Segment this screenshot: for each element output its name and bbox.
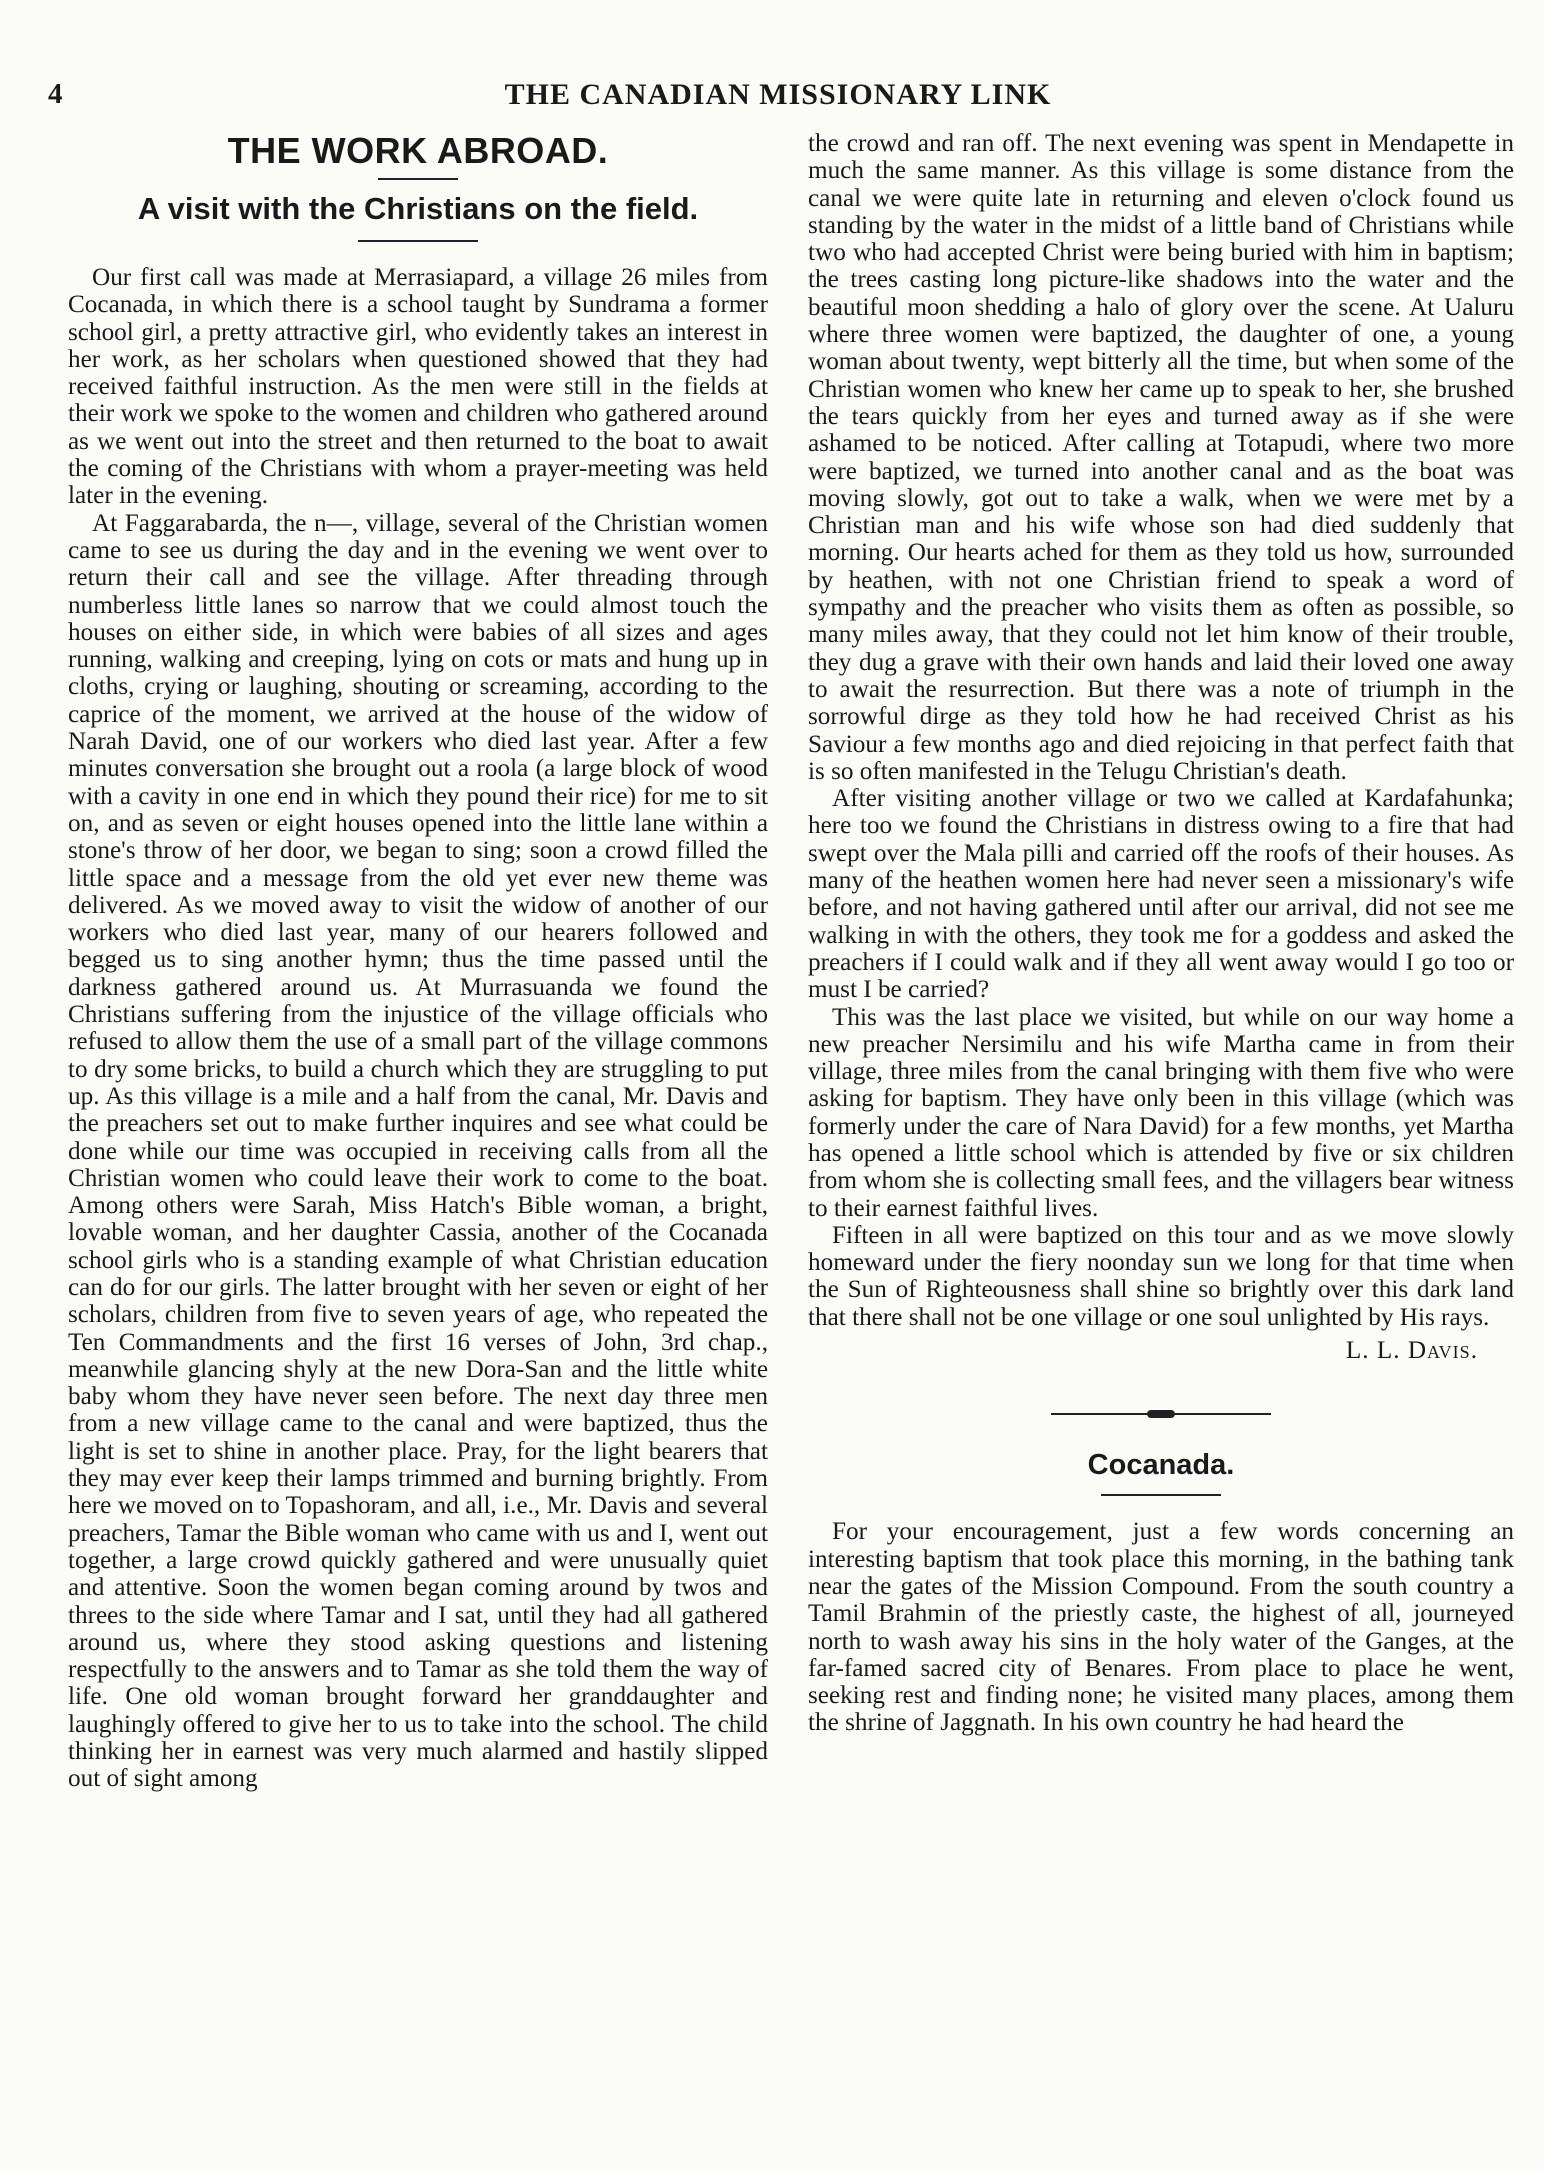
paragraph: This was the last place we visited, but while on our way home a new preacher Nersimilu and his wife Martha came in from their village, three miles from the canal bringing with them five who were asking for baptism. They have only been in this village (which was formerly under the care of Nara David) for a few months, yet Martha has opened a little school which is attended by five or six children from whom she is collecting small fees, and the villagers bear witness to their earnest faithful lives. <box>808 1003 1514 1222</box>
heading-rule <box>378 178 458 180</box>
paragraph: Our first call was made at Merrasiapard, a village 26 miles from Cocanada, in which there is a school taught by Sundrama a former school girl, a pretty attractive girl, who evidently takes an interest in her work, as her scholars when questioned showed that they had received faithful instruction. As the men were still in the fields at their work we spoke to the women and children who gathered around as we went out into the street and then returned to the boat to await the coming of the Christians with whom a prayer-meeting was held later in the evening. <box>68 264 768 510</box>
paragraph: the crowd and ran off. The next evening was spent in Mendapette in much the same manner. As this village is some distance from the canal we were quite late in returning and eleven o'clock found us standing by the water in the midst of a little band of Christians while two who had accepted Christ were being buried with him in baptism; the trees casting long picture-like shadows into the water and the beautiful moon shedding a halo of glory over the scene. At Ualuru where three women were baptized, the daughter of one, a young woman about twenty, wept bitterly all the time, but when some of the Christian women who knew her came up to speak to her, she brushed the tears quickly from her eyes and turned away as if she were ashamed to be noticed. After calling at Totapudi, where two more were baptized, we turned into another canal and as the boat was moving slowly, got out to take a walk, when we were met by a Christian man and his wife whose son had died suddenly that morning. Our hearts ached for them as they told us how, surrounded by heathen, with not one Christian friend to speak a word of sympathy and the preacher who visits them as often as possible, so many miles away, that they could not let him know of their trouble, they dug a grave with their own hands and laid their loved one away to await the resurrection. But there was a note of triumph in the sorrowful dirge as they told how he had received Christ as his Saviour a few months ago and died rejoicing in that perfect faith that is so often manifested in the Telugu Christian's death. <box>808 130 1514 785</box>
right-column <box>808 130 1514 2139</box>
running-head <box>48 78 1508 118</box>
paragraph: After visiting another village or two we called at Kardafahunka; here too we found the Christians in distress owing to a fire that had swept over the Mala pilli and carried off the roofs of their houses. As many of the heathen women here had never seen a missionary's wife before, and not having gathered until after our arrival, did not see me walking in with the others, they took me for a goddess and asked the preachers if I could walk and if they all went away would I go too or must I be carried? <box>808 785 1514 1004</box>
journal-title: THE CANADIAN MISSIONARY LINK <box>504 78 1052 111</box>
page-number: 4 <box>48 78 63 110</box>
subhead-rule <box>1101 1494 1221 1496</box>
ornamental-divider <box>1051 1410 1271 1418</box>
left-column <box>68 130 768 2139</box>
signature: L. L. Davis. <box>1345 1337 1478 1365</box>
cocanada-heading: Cocanada. <box>1087 1449 1235 1482</box>
title-rule <box>358 240 478 242</box>
paragraph: For your encouragement, just a few words concerning an interesting baptism that took place this morning, in the bathing tank near the gates of the Mission Compound. From the south country a Tamil Brahmin of the priestly caste, the highest of all, journeyed north to wash away his sins in the holy water of the Ganges, at the far-famed sacred city of Benares. From place to place he went, seeking rest and finding none; he visited many places, among them the shrine of Jaggnath. In his own country he had heard the <box>808 1518 1514 1737</box>
article-title: A visit with the Christians on the field. <box>137 191 699 226</box>
section-heading: THE WORK ABROAD. <box>227 130 609 171</box>
paragraph: At Faggarabarda, the n—, village, several of the Christian women came to see us during the day and in the evening we went over to return their call and see the village. After threading through numberless little lanes so narrow that we could almost touch the houses on either side, in which were babies of all sizes and ages running, walking and creeping, lying on cots or mats and hung up in cloths, crying or laughing, shouting or screaming, according to the caprice of the moment, we arrived at the house of the widow of Narah David, one of our workers who died last year. After a few minutes conversation she brought out a roola (a large block of wood with a cavity in one end in which they pound their rice) for me to sit on, and as seven or eight houses opened into the little lane within a stone's throw of her door, we began to sing; soon a crowd filled the little space and a message from the old yet ever new theme was delivered. As we moved away to visit the widow of another of our workers who died last year, many of our hearers followed and begged us to sing another hymn; thus the time passed until the darkness gathered around us. At Murrasuanda we found the Christians suffering from the injustice of the village officials who refused to allow them the use of a small part of the village commons to dry some bricks, to build a church which they are struggling to put up. As this village is a mile and a half from the canal, Mr. Davis and the preachers set out to make further inquires and see what could be done while our time was occupied in receiving calls from all the Christian women who could leave their work to come to the boat. Among others were Sarah, Miss Hatch's Bible woman, a bright, lovable woman, and her daughter Cassia, another of the Cocanada school girls who is a standing example of what Christian education can do for our girls. The latter brought with her seven or eight of her scholars, children from five to seven years of age, who repeated the Ten Commandments and the first 16 verses of John, 3rd chap., meanwhile glancing shyly at the new Dora-San and the little white baby whom they have never seen before. The next day three men from a new village came to the canal and were baptized, thus the light is set to shine in another place. Pray, for the light bearers that they may ever keep their lamps trimmed and burning brightly. From here we moved on to Topashoram, and all, i.e., Mr. Davis and several preachers, Tamar the Bible woman who came with us and I, went out together, a large crowd quickly gathered and were unusually quiet and attentive. Soon the women began coming around by twos and threes to the side where Tamar and I sat, until they had all gathered around us, where they stood asking questions and listening respectfully to the answers and to Tamar as she told them the way of life. One old woman brought forward her granddaughter and laughingly offered to give her to us to take into the school. The child thinking her in earnest was very much alarmed and hastily slipped out of sight among <box>68 509 768 1793</box>
paragraph: Fifteen in all were baptized on this tour and as we move slowly homeward under the fiery noonday sun we long for that time when the Sun of Righteousness shall shine so brightly over this dark land that there shall not be one village or one soul unlighted by His rays. <box>808 1221 1514 1331</box>
